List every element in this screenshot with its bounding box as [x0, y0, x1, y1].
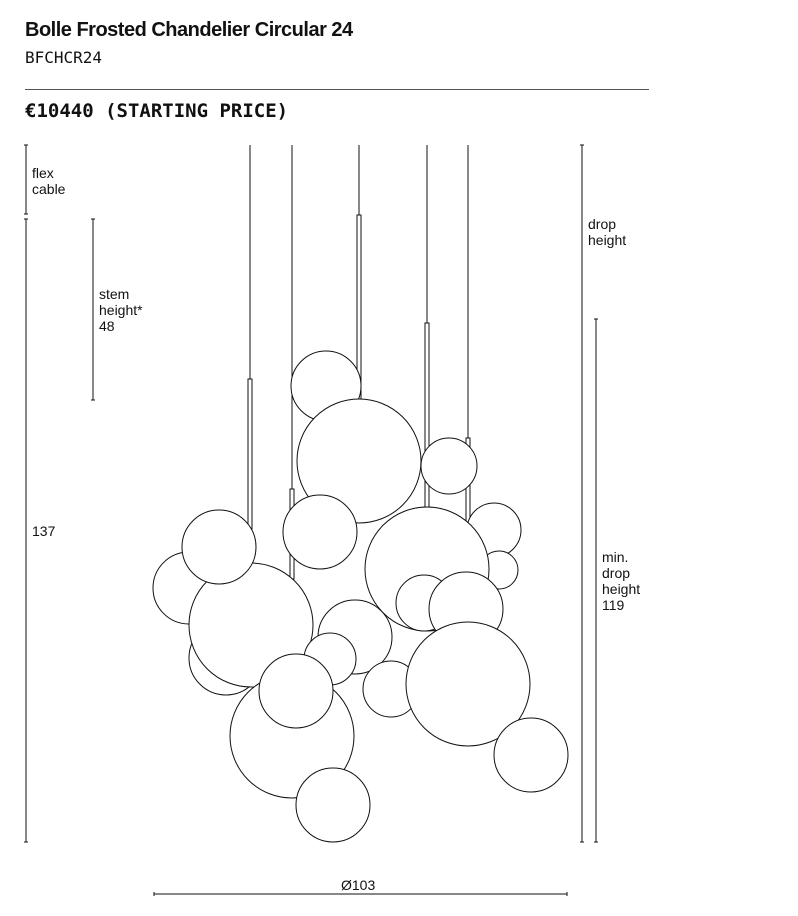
product-price: €10440 (STARTING PRICE) [25, 100, 289, 122]
overall-height-label: 137 [32, 523, 56, 539]
diameter-label: Ø103 [341, 877, 376, 893]
overall-height-dimension-line [24, 219, 28, 842]
product-code: BFCHCR24 [25, 48, 103, 67]
product-title: Bolle Frosted Chandelier Circular 24 [25, 19, 353, 41]
sphere [421, 438, 477, 494]
drop-height-dimension-line [580, 145, 584, 842]
flex-cable-label: flex cable [32, 165, 66, 197]
min-drop-height-label: min. drop height 119 [602, 549, 641, 613]
stem-height-dimension-line [91, 219, 95, 400]
sphere [494, 718, 568, 792]
sphere [259, 654, 333, 728]
min-drop-height-dimension-line [594, 319, 598, 842]
sphere [182, 510, 256, 584]
drop-height-label: drop height [588, 216, 627, 248]
stem-height-label: stem height* 48 [99, 286, 143, 334]
glass-spheres [153, 351, 568, 842]
flex-cable-dimension-line [24, 145, 28, 214]
sphere [296, 768, 370, 842]
sphere [283, 495, 357, 569]
